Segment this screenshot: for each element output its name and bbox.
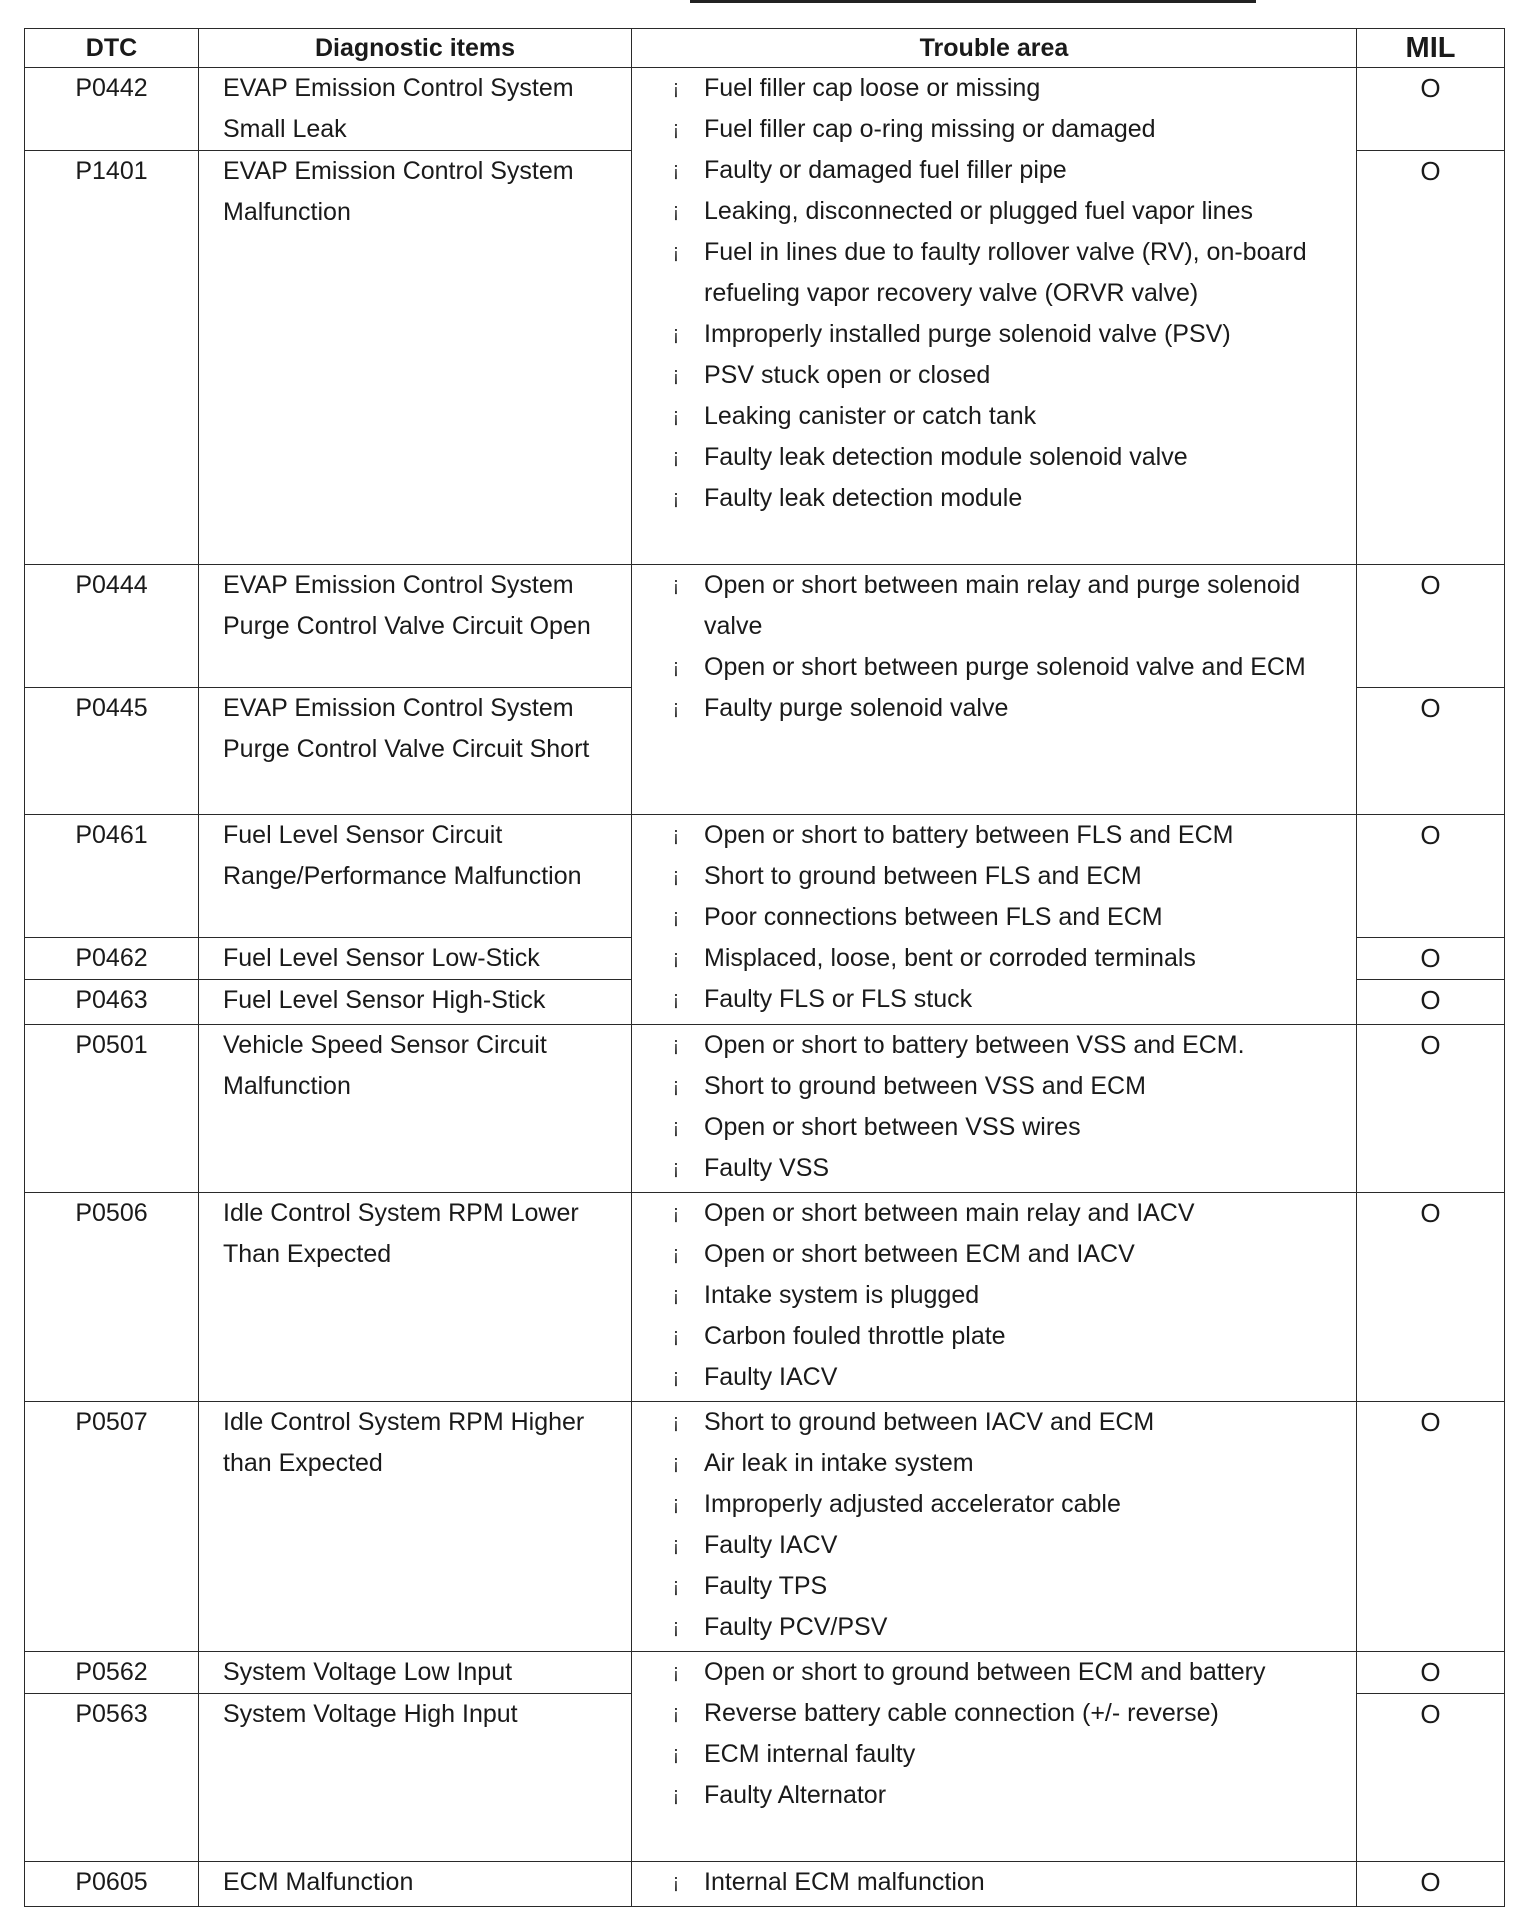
dtc-code: P0507: [25, 1402, 199, 1652]
mil-indicator: O: [1357, 815, 1505, 938]
bullet-icon: ¡: [672, 159, 680, 181]
trouble-item: [666, 1148, 1346, 1189]
dtc-code: P0444: [25, 565, 199, 688]
trouble-text: Improperly adjusted accelerator cable: [704, 1490, 1121, 1518]
diagnostic-item: Idle Control System RPM Lower Than Expected: [199, 1193, 632, 1402]
table-row: [25, 68, 1505, 151]
bullet-icon: ¡: [672, 1534, 680, 1556]
diagnostic-item: EVAP Emission Control System Small Leak: [199, 68, 632, 151]
trouble-area: [632, 1652, 1357, 1862]
dtc-code: P0562: [25, 1652, 199, 1694]
dtc-code: P0506: [25, 1193, 199, 1402]
bullet-icon: ¡: [672, 824, 680, 846]
trouble-item: [666, 815, 1346, 856]
trouble-item: [666, 355, 1346, 396]
trouble-text: Faulty IACV: [704, 1531, 838, 1559]
bullet-icon: ¡: [672, 947, 680, 969]
bullet-icon: ¡: [672, 77, 680, 99]
trouble-text: Poor connections between FLS and ECM: [704, 903, 1163, 931]
trouble-item: [666, 150, 1346, 191]
trouble-item: [666, 191, 1346, 232]
dtc-code: P0445: [25, 688, 199, 815]
bullet-icon: ¡: [672, 1871, 680, 1893]
trouble-item: [666, 1107, 1346, 1148]
bullet-icon: ¡: [672, 1702, 680, 1724]
trouble-area: [632, 1025, 1357, 1193]
trouble-text: Air leak in intake system: [704, 1449, 974, 1477]
diagnostic-item: ECM Malfunction: [199, 1862, 632, 1907]
bullet-icon: ¡: [672, 1075, 680, 1097]
bullet-icon: ¡: [672, 1493, 680, 1515]
dtc-code: P1401: [25, 151, 199, 565]
mil-indicator: O: [1357, 688, 1505, 815]
bullet-icon: ¡: [672, 487, 680, 509]
bullet-icon: ¡: [672, 1575, 680, 1597]
trouble-list: [632, 1025, 1356, 1189]
trouble-text: Open or short between purge solenoid valve and ECM: [704, 653, 1306, 681]
trouble-text: Faulty or damaged fuel filler pipe: [704, 156, 1067, 184]
trouble-item: [666, 1652, 1346, 1693]
bullet-icon: ¡: [672, 1366, 680, 1388]
mil-indicator: O: [1357, 151, 1505, 565]
trouble-item: [666, 1484, 1346, 1525]
trouble-item: [666, 1234, 1346, 1275]
bullet-icon: ¡: [672, 1411, 680, 1433]
trouble-text: ECM internal faulty: [704, 1740, 916, 1768]
trouble-text: PSV stuck open or closed: [704, 361, 991, 389]
trouble-text: Misplaced, loose, bent or corroded terminals: [704, 944, 1196, 972]
bullet-icon: ¡: [672, 656, 680, 678]
trouble-list: [632, 1862, 1356, 1903]
diagnostic-item: Vehicle Speed Sensor Circuit Malfunction: [199, 1025, 632, 1193]
trouble-item: [666, 897, 1346, 938]
trouble-area: [632, 815, 1357, 1025]
trouble-item: [666, 1775, 1346, 1816]
mil-indicator: O: [1357, 1193, 1505, 1402]
trouble-item: [666, 647, 1346, 688]
diagnostic-item: EVAP Emission Control System Purge Control Valve Circuit Short: [199, 688, 632, 815]
trouble-text: Open or short to ground between ECM and battery: [704, 1658, 1266, 1686]
header-dtc: DTC: [25, 29, 199, 68]
bullet-icon: ¡: [672, 323, 680, 345]
trouble-item: [666, 437, 1346, 478]
bullet-icon: ¡: [672, 697, 680, 719]
bullet-icon: ¡: [672, 364, 680, 386]
trouble-text: Faulty IACV: [704, 1363, 838, 1391]
bullet-icon: ¡: [672, 1034, 680, 1056]
trouble-item: [666, 1025, 1346, 1066]
trouble-list: [632, 68, 1356, 519]
trouble-item: [666, 396, 1346, 437]
trouble-text: Faulty Alternator: [704, 1781, 887, 1809]
diagnostic-item: Fuel Level Sensor Low-Stick: [199, 938, 632, 980]
bullet-icon: ¡: [672, 574, 680, 596]
table-row: [25, 565, 1505, 688]
trouble-text: Reverse battery cable connection (+/- reverse): [704, 1699, 1219, 1727]
trouble-text: Intake system is plugged: [704, 1281, 980, 1309]
mil-indicator: O: [1357, 938, 1505, 980]
dtc-code: P0461: [25, 815, 199, 938]
mil-indicator: O: [1357, 1025, 1505, 1193]
dtc-code: P0463: [25, 980, 199, 1025]
header-trouble-area: Trouble area: [632, 29, 1357, 68]
trouble-item: [666, 1275, 1346, 1316]
table-row: [25, 1862, 1505, 1907]
trouble-text: Faulty VSS: [704, 1154, 830, 1182]
trouble-text: Improperly installed purge solenoid valve (PSV): [704, 320, 1231, 348]
bullet-icon: ¡: [672, 405, 680, 427]
trouble-area: [632, 1193, 1357, 1402]
dtc-code: P0605: [25, 1862, 199, 1907]
bullet-icon: ¡: [672, 1743, 680, 1765]
trouble-area: [632, 68, 1357, 565]
trouble-text: Faulty PCV/PSV: [704, 1613, 888, 1641]
bullet-icon: ¡: [672, 1202, 680, 1224]
header-row: [25, 29, 1505, 68]
mil-indicator: O: [1357, 68, 1505, 151]
header-mil: MIL: [1357, 29, 1505, 68]
bullet-icon: ¡: [672, 1116, 680, 1138]
mil-indicator: O: [1357, 980, 1505, 1025]
trouble-text: Short to ground between FLS and ECM: [704, 862, 1142, 890]
trouble-text: Short to ground between VSS and ECM: [704, 1072, 1146, 1100]
trouble-item: [666, 1862, 1346, 1903]
bullet-icon: ¡: [672, 118, 680, 140]
bullet-icon: ¡: [672, 1157, 680, 1179]
trouble-item: [666, 1316, 1346, 1357]
table-row: [25, 815, 1505, 938]
trouble-item: [666, 1693, 1346, 1734]
bullet-icon: ¡: [672, 1284, 680, 1306]
trouble-list: [632, 815, 1356, 1020]
bullet-icon: ¡: [672, 200, 680, 222]
table-row: [25, 1193, 1505, 1402]
trouble-item: [666, 232, 1346, 314]
trouble-item: [666, 478, 1346, 519]
trouble-list: [632, 1193, 1356, 1398]
trouble-item: [666, 1566, 1346, 1607]
bullet-icon: ¡: [672, 1243, 680, 1265]
trouble-item: [666, 979, 1346, 1020]
trouble-item: [666, 314, 1346, 355]
trouble-text: Faulty TPS: [704, 1572, 828, 1600]
trouble-item: [666, 1525, 1346, 1566]
mil-indicator: O: [1357, 1652, 1505, 1694]
trouble-text: Open or short to battery between FLS and ECM: [704, 821, 1234, 849]
bullet-icon: ¡: [672, 1325, 680, 1347]
diagnostic-item: EVAP Emission Control System Malfunction: [199, 151, 632, 565]
trouble-item: [666, 1357, 1346, 1398]
trouble-text: Faulty FLS or FLS stuck: [704, 985, 973, 1013]
dtc-code: P0563: [25, 1694, 199, 1862]
bullet-icon: ¡: [672, 1616, 680, 1638]
diagnostic-item: System Voltage Low Input: [199, 1652, 632, 1694]
diagnostic-item: System Voltage High Input: [199, 1694, 632, 1862]
mil-indicator: O: [1357, 565, 1505, 688]
trouble-text: Open or short between main relay and IACV: [704, 1199, 1195, 1227]
table-body: [25, 68, 1505, 1907]
bullet-icon: ¡: [672, 1452, 680, 1474]
trouble-item: [666, 1066, 1346, 1107]
trouble-area: [632, 1862, 1357, 1907]
trouble-item: [666, 938, 1346, 979]
mil-indicator: O: [1357, 1694, 1505, 1862]
dtc-table: [24, 28, 1505, 1907]
bullet-icon: ¡: [672, 988, 680, 1010]
trouble-text: Fuel filler cap loose or missing: [704, 74, 1041, 102]
bullet-icon: ¡: [672, 906, 680, 928]
trouble-area: [632, 565, 1357, 815]
trouble-text: Open or short to battery between VSS and ECM.: [704, 1031, 1245, 1059]
trouble-area: [632, 1402, 1357, 1652]
trouble-list: [632, 1652, 1356, 1816]
bullet-icon: ¡: [672, 241, 680, 263]
trouble-text: Open or short between ECM and IACV: [704, 1240, 1135, 1268]
bullet-icon: ¡: [672, 1661, 680, 1683]
header-diagnostic-items: Diagnostic items: [199, 29, 632, 68]
diagnostic-item: Fuel Level Sensor High-Stick: [199, 980, 632, 1025]
diagnostic-item: EVAP Emission Control System Purge Control Valve Circuit Open: [199, 565, 632, 688]
top-rule: [690, 0, 1256, 3]
table-row: [25, 1402, 1505, 1652]
trouble-item: [666, 565, 1346, 647]
trouble-item: [666, 1443, 1346, 1484]
trouble-item: [666, 1607, 1346, 1648]
trouble-text: Faulty leak detection module: [704, 484, 1023, 512]
trouble-text: Fuel filler cap o-ring missing or damaged: [704, 115, 1156, 143]
trouble-item: [666, 109, 1346, 150]
trouble-text: Leaking, disconnected or plugged fuel vapor lines: [704, 197, 1253, 225]
trouble-text: Faulty leak detection module solenoid valve: [704, 443, 1188, 471]
dtc-code: P0501: [25, 1025, 199, 1193]
trouble-text: Faulty purge solenoid valve: [704, 694, 1009, 722]
trouble-text: Fuel in lines due to faulty rollover valve (RV), on-board refueling vapor recovery valve (ORVR valve): [704, 238, 1307, 307]
trouble-text: Internal ECM malfunction: [704, 1868, 985, 1896]
trouble-text: Short to ground between IACV and ECM: [704, 1408, 1155, 1436]
dtc-code: P0442: [25, 68, 199, 151]
diagnostic-item: Fuel Level Sensor Circuit Range/Performance Malfunction: [199, 815, 632, 938]
trouble-list: [632, 565, 1356, 729]
diagnostic-item: Idle Control System RPM Higher than Expected: [199, 1402, 632, 1652]
trouble-text: Carbon fouled throttle plate: [704, 1322, 1006, 1350]
mil-indicator: O: [1357, 1862, 1505, 1907]
trouble-item: [666, 1734, 1346, 1775]
dtc-code: P0462: [25, 938, 199, 980]
bullet-icon: ¡: [672, 865, 680, 887]
trouble-text: Leaking canister or catch tank: [704, 402, 1037, 430]
trouble-item: [666, 68, 1346, 109]
trouble-item: [666, 1193, 1346, 1234]
mil-indicator: O: [1357, 1402, 1505, 1652]
trouble-item: [666, 856, 1346, 897]
trouble-item: [666, 688, 1346, 729]
table-row: [25, 1025, 1505, 1193]
bullet-icon: ¡: [672, 446, 680, 468]
trouble-text: Open or short between VSS wires: [704, 1113, 1081, 1141]
trouble-item: [666, 1402, 1346, 1443]
table-row: [25, 1652, 1505, 1694]
trouble-text: Open or short between main relay and purge solenoid valve: [704, 571, 1301, 640]
bullet-icon: ¡: [672, 1784, 680, 1806]
trouble-list: [632, 1402, 1356, 1648]
